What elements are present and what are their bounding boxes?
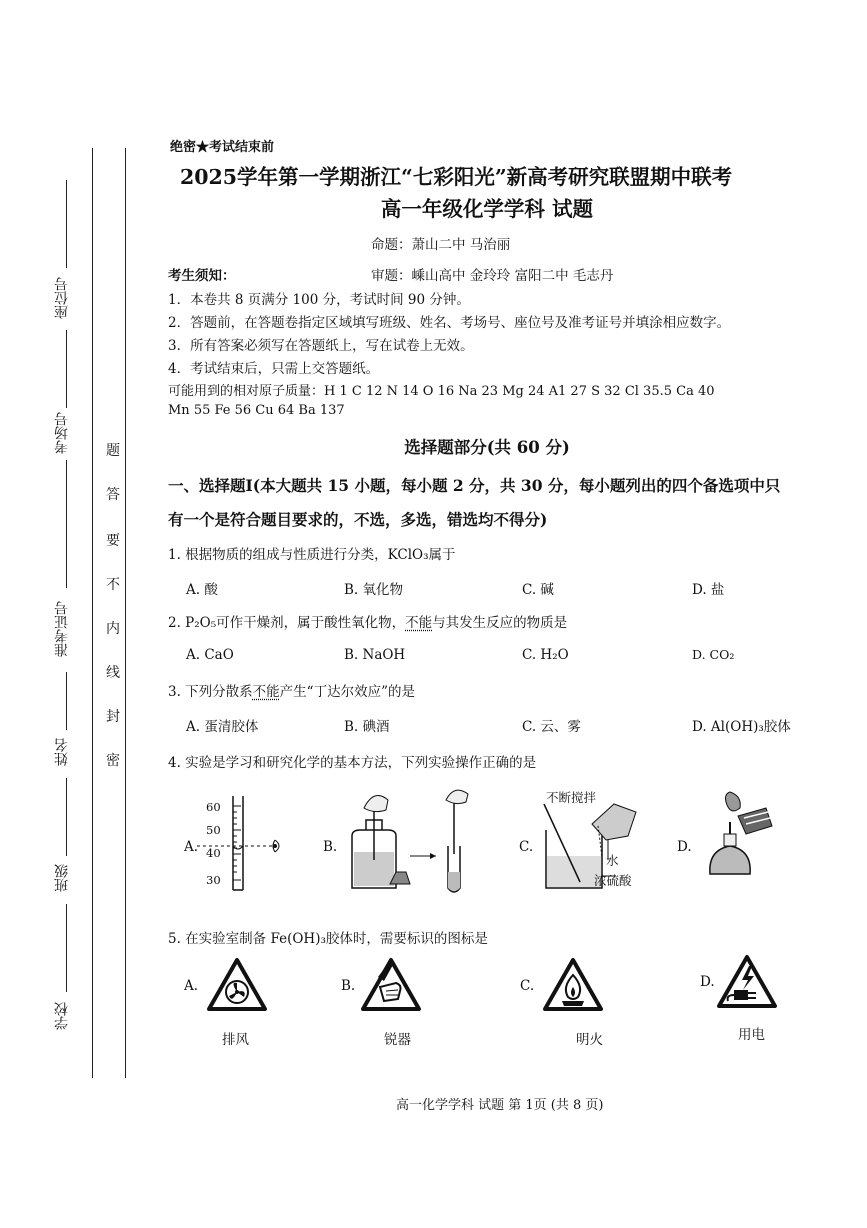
section-title: 选择题部分(共 60 分) <box>404 438 570 457</box>
q3-option-d: D. Al(OH)₃胶体 <box>692 719 791 735</box>
emphasis-not: 不能 <box>405 615 433 631</box>
exam-title: 2025学年第一学期浙江“七彩阳光”新高考研究联盟期中联考 <box>180 165 733 189</box>
exam-room-label: 考场号 <box>54 412 70 454</box>
q5-option-a-letter: A. <box>184 978 199 994</box>
question-3-stem: 3. 下列分散系不能产生“丁达尔效应”的是 <box>168 684 415 700</box>
secret-mark: 绝密★考试结束前 <box>170 140 275 155</box>
margin-line-inner <box>125 148 126 1078</box>
reviewer-line: 审题：嵊山高中 金玲玲 富阳二中 毛志丹 <box>371 268 614 284</box>
q1-option-b: B. 氧化物 <box>344 582 404 598</box>
cylinder-tick: 60 <box>206 800 221 814</box>
margin-line-outer <box>92 148 93 1078</box>
author-line: 命题：萧山二中 马治丽 <box>371 237 511 253</box>
class-underline <box>66 778 67 856</box>
question-4-stem: 4. 实验是学习和研究化学的基本方法，下列实验操作正确的是 <box>168 755 537 771</box>
label-conc-sulfuric-acid: 浓硫酸 <box>594 873 632 888</box>
question-5-stem: 5. 在实验室制备 Fe(OH)₃胶体时，需要标识的图标是 <box>168 931 488 947</box>
q3-option-b: B. 碘酒 <box>344 719 390 735</box>
class-label: 班级 <box>54 864 70 892</box>
seal-char: 密 <box>106 753 120 769</box>
part-instruction: 有一个是符合题目要求的，不选，多选，错选均不得分) <box>168 510 548 529</box>
emphasis-not: 不能 <box>252 684 280 700</box>
label-water: 水 <box>606 853 619 868</box>
q4-option-c-letter: C. <box>519 839 534 855</box>
icon-label-sharp: 锐器 <box>384 1032 411 1048</box>
graduated-cylinder-figure <box>225 794 295 894</box>
exam-subtitle: 高一年级化学学科 试题 <box>380 197 594 221</box>
icon-label-flame: 明火 <box>576 1032 603 1048</box>
seal-char: 内 <box>106 621 120 637</box>
seal-char: 答 <box>106 487 120 503</box>
seal-char: 题 <box>106 443 120 459</box>
q2-option-a: A. CaO <box>186 647 234 663</box>
q4-option-d-letter: D. <box>677 839 692 855</box>
notice-item: 1．本卷共 8 页满分 100 分，考试时间 90 分钟。 <box>168 292 470 308</box>
q2-option-b: B. NaOH <box>344 647 406 663</box>
atomic-mass-line: 可能用到的相对原子质量：H 1 C 12 N 14 O 16 Na 23 Mg 24 A1 27 S 32 Cl 35.5 Ca 40 <box>168 384 715 399</box>
open-flame-icon <box>542 957 604 1013</box>
name-underline <box>66 672 67 730</box>
q5-option-c-letter: C. <box>520 978 535 994</box>
q4-option-b-letter: B. <box>323 839 338 855</box>
label-keep-stirring: 不断搅拌 <box>546 790 597 805</box>
notice-item: 3．所有答案必须写在答题纸上，写在试卷上无效。 <box>168 338 474 354</box>
atomic-mass-line: Mn 55 Fe 56 Cu 64 Ba 137 <box>168 403 345 418</box>
q3-option-c: C. 云、雾 <box>522 719 581 735</box>
seal-char: 封 <box>106 709 120 725</box>
seal-char: 线 <box>106 665 120 681</box>
icon-label-electricity: 用电 <box>738 1027 765 1043</box>
sharp-objects-icon <box>360 957 422 1013</box>
seal-char: 要 <box>106 533 120 549</box>
q1-option-a: A. 酸 <box>186 582 218 598</box>
notice-item: 2．答题前，在答题卷指定区域填写班级、姓名、考场号、座位号及准考证号并填涂相应数字。 <box>168 315 731 331</box>
ticket-underline <box>66 460 67 588</box>
q3-option-a: A. 蛋清胶体 <box>186 719 259 735</box>
electricity-icon <box>716 954 778 1010</box>
icon-label-exhaust: 排风 <box>222 1032 249 1048</box>
cylinder-tick: 30 <box>206 873 221 887</box>
room-underline <box>66 330 67 408</box>
part-instruction: 一、选择题Ⅰ(本大题共 15 小题，每小题 2 分，共 30 分，每小题列出的四个备选项中只 <box>168 476 781 495</box>
cylinder-tick: 50 <box>206 823 221 837</box>
seat-number-label: 座位号 <box>54 277 70 319</box>
page-footer: 高一化学学科 试题 第 1页 (共 8 页) <box>396 1098 604 1113</box>
school-label: 学校 <box>54 1002 70 1030</box>
notice-item: 4．考试结束后，只需上交答题纸。 <box>168 361 380 377</box>
q1-option-d: D. 盐 <box>692 582 725 598</box>
q5-option-d-letter: D. <box>700 974 715 990</box>
question-2-stem: 2. P₂O₅可作干燥剂，属于酸性氧化物，不能与其发生反应的物质是 <box>168 615 568 631</box>
q5-option-b-letter: B. <box>341 978 356 994</box>
seal-char: 不 <box>106 577 120 593</box>
notice-heading: 考生须知： <box>168 268 236 284</box>
question-1-stem: 1. 根据物质的组成与性质进行分类，KClO₃属于 <box>168 547 456 563</box>
ventilation-fan-icon <box>206 957 268 1013</box>
school-underline <box>66 904 67 992</box>
dropper-bottle-figure <box>344 788 504 898</box>
cylinder-tick: 40 <box>206 846 221 860</box>
alcohol-lamp-figure <box>700 792 780 892</box>
name-label: 姓名 <box>54 738 70 766</box>
q4-option-a-letter: A. <box>184 839 199 855</box>
q2-option-c: C. H₂O <box>522 647 569 663</box>
admission-number-label: 准考证号 <box>54 601 70 657</box>
q2-option-d: D. CO₂ <box>692 647 735 662</box>
q1-option-c: C. 碱 <box>522 582 554 598</box>
